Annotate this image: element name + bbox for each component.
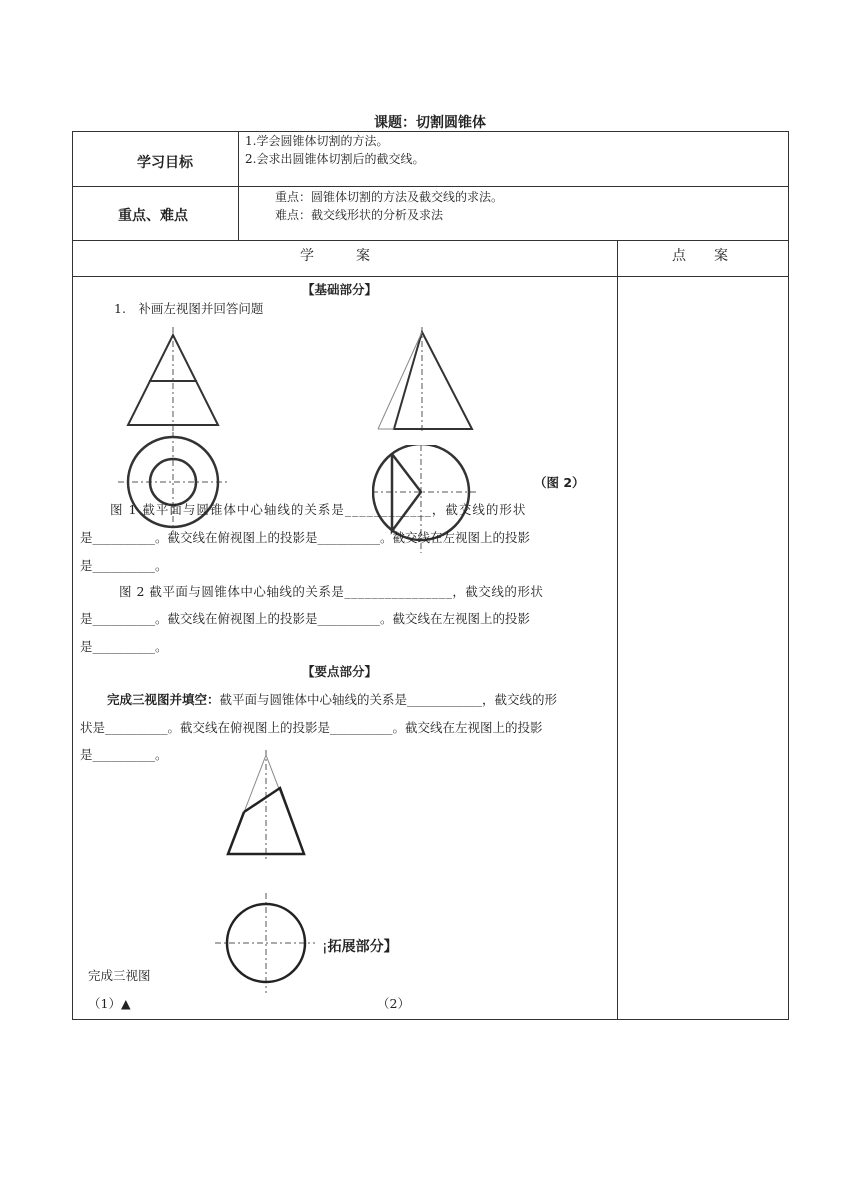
key-point-item: 重点：圆锥体切割的方法及截交线的求法。	[275, 190, 504, 204]
keypart-line: 状是__________。截交线在俯视图上的投影是__________。截交线在左视图上的投影	[80, 720, 543, 735]
keypart-question: 截平面与圆锥体中心轴线的关系是____________，截交线的形	[219, 692, 558, 707]
figure-1-answer-line: 是__________。截交线在俯视图上的投影是__________。截交线在左视图上的投影	[80, 530, 531, 545]
key-points-label: 重点、难点	[118, 208, 188, 224]
column-header-dianan: 点 案	[672, 248, 728, 264]
table-border-left	[72, 131, 73, 1020]
figure-2-front-view	[372, 327, 482, 435]
table-border-bottom	[72, 1019, 789, 1020]
extension-heading	[322, 936, 398, 956]
row-divider	[72, 186, 789, 187]
key-point-item: 难点：截交线形状的分析及求法	[275, 208, 444, 222]
figure-1-front-view	[118, 327, 228, 431]
keypart-heading: 【要点部分】	[302, 664, 378, 679]
col-divider	[238, 131, 239, 240]
table-border-right	[788, 131, 789, 1020]
extension-item-2: （2）	[377, 996, 410, 1011]
row-divider	[72, 240, 789, 241]
extension-heading-mark: ¡	[322, 939, 328, 955]
keypart-top-view	[215, 893, 315, 993]
objective-item: 2.会求出圆锥体切割后的截交线。	[245, 152, 425, 166]
extension-instruction: 完成三视图	[88, 968, 151, 983]
keypart-instruction: 完成三视图并填空：	[107, 692, 220, 707]
table-border-top	[72, 131, 789, 132]
col-divider	[617, 240, 618, 1020]
column-header-xuean: 学 案	[300, 248, 370, 264]
figure-2-label: （图 2）	[534, 475, 585, 490]
figure-1-answer-line: 是__________。	[80, 558, 168, 573]
figure-2-answer-line: 是__________。	[80, 639, 168, 654]
question-1: 1. 补画左视图并回答问题	[114, 301, 264, 316]
objectives-label: 学习目标	[137, 155, 193, 171]
page-title: 课题：切割圆锥体	[374, 115, 486, 131]
keypart-line	[107, 690, 557, 708]
figure-1-answer-line: 图 1 截平面与圆锥体中心轴线的关系是____________，截交线的形状	[110, 502, 527, 517]
extension-item-1: （1）▲	[88, 996, 131, 1011]
figure-2-answer-line: 图 2 截平面与圆锥体中心轴线的关系是________________，截交线的形状	[119, 584, 544, 599]
keypart-line: 是__________。	[80, 747, 168, 762]
objective-item: 1.学会圆锥体切割的方法。	[245, 134, 389, 148]
row-divider	[72, 276, 789, 277]
keypart-front-view	[222, 750, 312, 862]
extension-heading-text: 拓展部分】	[327, 939, 398, 955]
figure-2-answer-line: 是__________。截交线在俯视图上的投影是__________。截交线在左视图上的投影	[80, 611, 531, 626]
basic-heading: 【基础部分】	[302, 282, 378, 297]
